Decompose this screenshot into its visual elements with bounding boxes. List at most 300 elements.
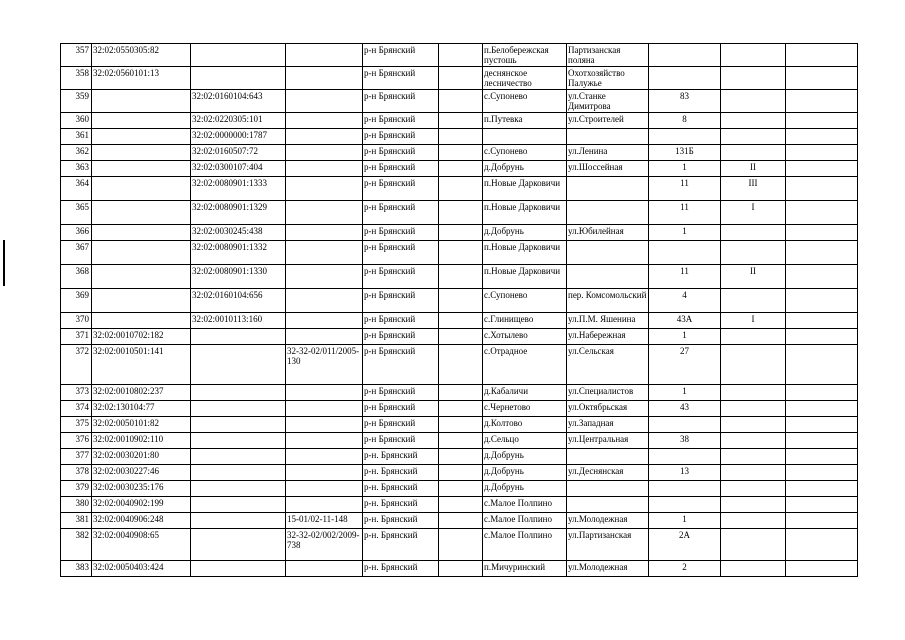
cadastral-number: 32:02:0030201:80 [92, 449, 191, 465]
part-cell [721, 145, 786, 161]
table-row [61, 67, 858, 90]
row-number: 381 [61, 513, 92, 529]
empty-cell [786, 401, 858, 417]
district-cell: р-н Брянский [363, 67, 439, 90]
table-row [61, 313, 858, 329]
street-cell [567, 201, 649, 225]
empty-cell [439, 145, 483, 161]
empty-cell [439, 345, 483, 385]
cadastral-number [92, 225, 191, 241]
registration-number [286, 329, 363, 345]
cadastral-number: 32:02:130104:77 [92, 401, 191, 417]
house-number-cell: 4 [649, 289, 721, 313]
locality-cell: с.Малое Полпино [483, 513, 567, 529]
house-number-cell: 27 [649, 345, 721, 385]
empty-cell [786, 345, 858, 385]
empty-cell [786, 67, 858, 90]
table-row [61, 44, 858, 67]
locality-cell: д.Добрунь [483, 465, 567, 481]
empty-cell [439, 449, 483, 465]
cadastral-number: 32:02:0040906:248 [92, 513, 191, 529]
registration-number: 15-01/02-11-148 [286, 513, 363, 529]
empty-cell [439, 265, 483, 289]
part-cell [721, 225, 786, 241]
street-cell [567, 449, 649, 465]
street-cell: ул.Специалистов [567, 385, 649, 401]
empty-cell [439, 497, 483, 513]
cadastral-number-alt: 32:02:0010113:160 [191, 313, 286, 329]
registration-number [286, 44, 363, 67]
registration-number [286, 90, 363, 113]
table-row [61, 113, 858, 129]
house-number-cell: 38 [649, 433, 721, 449]
cadastral-number-alt [191, 417, 286, 433]
row-number: 368 [61, 265, 92, 289]
registration-number [286, 265, 363, 289]
street-cell [567, 241, 649, 265]
cadastral-number: 32:02:0050101:82 [92, 417, 191, 433]
part-cell [721, 90, 786, 113]
row-number: 377 [61, 449, 92, 465]
property-registry-table [60, 43, 858, 577]
part-cell [721, 513, 786, 529]
empty-cell [439, 177, 483, 201]
locality-cell: с.Малое Полпино [483, 529, 567, 561]
cadastral-number-alt: 32:02:0160104:656 [191, 289, 286, 313]
table-row [61, 201, 858, 225]
row-number: 373 [61, 385, 92, 401]
registration-number [286, 401, 363, 417]
empty-cell [439, 329, 483, 345]
table-row [61, 465, 858, 481]
table-row [61, 265, 858, 289]
empty-cell [439, 44, 483, 67]
cadastral-number [92, 129, 191, 145]
locality-cell: д.Добрунь [483, 481, 567, 497]
district-cell: р-н Брянский [363, 433, 439, 449]
locality-cell: с.Супонево [483, 90, 567, 113]
empty-cell [439, 385, 483, 401]
row-number: 376 [61, 433, 92, 449]
house-number-cell: 43А [649, 313, 721, 329]
cadastral-number [92, 201, 191, 225]
part-cell: II [721, 265, 786, 289]
empty-cell [439, 529, 483, 561]
table-row [61, 90, 858, 113]
cadastral-number-alt [191, 401, 286, 417]
district-cell: р-н. Брянский [363, 561, 439, 577]
empty-cell [439, 513, 483, 529]
row-number: 375 [61, 417, 92, 433]
cadastral-number [92, 265, 191, 289]
empty-cell [786, 497, 858, 513]
cadastral-number: 32:02:0560101:13 [92, 67, 191, 90]
locality-cell: с.Чернетово [483, 401, 567, 417]
empty-cell [786, 433, 858, 449]
house-number-cell [649, 417, 721, 433]
table-row [61, 433, 858, 449]
street-cell: ул.Набережная [567, 329, 649, 345]
row-number: 366 [61, 225, 92, 241]
empty-cell [439, 417, 483, 433]
house-number-cell: 2 [649, 561, 721, 577]
locality-cell: д.Добрунь [483, 449, 567, 465]
registration-number: 32-32-02/002/2009-738 [286, 529, 363, 561]
cadastral-number: 32:02:0550305:82 [92, 44, 191, 67]
locality-cell: п.Новые Дарковичи [483, 241, 567, 265]
empty-cell [786, 44, 858, 67]
locality-cell: д.Добрунь [483, 225, 567, 241]
empty-cell [439, 67, 483, 90]
cadastral-number-alt [191, 345, 286, 385]
registration-number [286, 481, 363, 497]
part-cell [721, 497, 786, 513]
house-number-cell: 1 [649, 385, 721, 401]
part-cell [721, 129, 786, 145]
cadastral-number-alt: 32:02:0080901:1329 [191, 201, 286, 225]
table-row [61, 417, 858, 433]
district-cell: р-н. Брянский [363, 481, 439, 497]
row-number: 382 [61, 529, 92, 561]
cadastral-number [92, 241, 191, 265]
empty-cell [439, 90, 483, 113]
street-cell: ул.Деснянская [567, 465, 649, 481]
table-row [61, 225, 858, 241]
district-cell: р-н. Брянский [363, 529, 439, 561]
cadastral-number-alt [191, 481, 286, 497]
locality-cell: п.Новые Дарковичи [483, 201, 567, 225]
row-number: 379 [61, 481, 92, 497]
cadastral-number [92, 145, 191, 161]
district-cell: р-н Брянский [363, 161, 439, 177]
district-cell: р-н Брянский [363, 401, 439, 417]
margin-mark [3, 240, 5, 286]
cadastral-number-alt: 32:02:0000000:1787 [191, 129, 286, 145]
registration-number [286, 313, 363, 329]
locality-cell: деснянское лесничество [483, 67, 567, 90]
table-row [61, 561, 858, 577]
house-number-cell: 1 [649, 329, 721, 345]
house-number-cell [649, 481, 721, 497]
cadastral-number [92, 177, 191, 201]
row-number: 357 [61, 44, 92, 67]
district-cell: р-н Брянский [363, 329, 439, 345]
cadastral-number-alt: 32:02:0300107:404 [191, 161, 286, 177]
empty-cell [439, 241, 483, 265]
empty-cell [786, 265, 858, 289]
cadastral-number [92, 313, 191, 329]
cadastral-number-alt: 32:02:0080901:1330 [191, 265, 286, 289]
empty-cell [786, 225, 858, 241]
row-number: 359 [61, 90, 92, 113]
house-number-cell: 1 [649, 513, 721, 529]
table-body [61, 44, 858, 577]
locality-cell: д.Кабаличи [483, 385, 567, 401]
street-cell: ул.Ленина [567, 145, 649, 161]
cadastral-number: 32:02:0030227:46 [92, 465, 191, 481]
part-cell: II [721, 161, 786, 177]
street-cell: ул.Шоссейная [567, 161, 649, 177]
cadastral-number: 32:02:0010702:182 [92, 329, 191, 345]
cadastral-number-alt: 32:02:0160507:72 [191, 145, 286, 161]
row-number: 380 [61, 497, 92, 513]
house-number-cell: 1 [649, 161, 721, 177]
cadastral-number [92, 161, 191, 177]
district-cell: р-н Брянский [363, 265, 439, 289]
street-cell: ул.Октябрьская [567, 401, 649, 417]
table-row [61, 329, 858, 345]
house-number-cell: 43 [649, 401, 721, 417]
registration-number [286, 129, 363, 145]
district-cell: р-н Брянский [363, 44, 439, 67]
cadastral-number [92, 289, 191, 313]
registration-number [286, 67, 363, 90]
cadastral-number-alt [191, 529, 286, 561]
registration-number [286, 497, 363, 513]
part-cell [721, 449, 786, 465]
empty-cell [786, 329, 858, 345]
part-cell [721, 241, 786, 265]
district-cell: р-н Брянский [363, 241, 439, 265]
row-number: 365 [61, 201, 92, 225]
cadastral-number: 32:02:0010501:141 [92, 345, 191, 385]
street-cell [567, 481, 649, 497]
district-cell: р-н Брянский [363, 145, 439, 161]
empty-cell [786, 177, 858, 201]
registration-number [286, 561, 363, 577]
empty-cell [439, 561, 483, 577]
part-cell: I [721, 313, 786, 329]
district-cell: р-н Брянский [363, 201, 439, 225]
part-cell [721, 385, 786, 401]
house-number-cell [649, 67, 721, 90]
empty-cell [786, 161, 858, 177]
cadastral-number-alt [191, 449, 286, 465]
district-cell: р-н. Брянский [363, 465, 439, 481]
street-cell: ул.Юбилейная [567, 225, 649, 241]
empty-cell [439, 113, 483, 129]
locality-cell: п.Новые Дарковичи [483, 177, 567, 201]
table-row [61, 145, 858, 161]
house-number-cell: 8 [649, 113, 721, 129]
district-cell: р-н Брянский [363, 113, 439, 129]
empty-cell [786, 90, 858, 113]
registration-number [286, 201, 363, 225]
house-number-cell: 11 [649, 177, 721, 201]
empty-cell [786, 417, 858, 433]
cadastral-number-alt: 32:02:0220305:101 [191, 113, 286, 129]
registration-number [286, 145, 363, 161]
registration-number: 32-32-02/011/2005-130 [286, 345, 363, 385]
house-number-cell [649, 44, 721, 67]
locality-cell: с.Отрадное [483, 345, 567, 385]
cadastral-number [92, 90, 191, 113]
locality-cell: с.Глинищево [483, 313, 567, 329]
street-cell: Партизанская поляна [567, 44, 649, 67]
locality-cell: д.Добрунь [483, 161, 567, 177]
empty-cell [786, 465, 858, 481]
part-cell [721, 433, 786, 449]
street-cell [567, 497, 649, 513]
locality-cell: д.Сельцо [483, 433, 567, 449]
locality-cell: с.Хотылево [483, 329, 567, 345]
registration-number [286, 289, 363, 313]
cadastral-number: 32:02:0030235:176 [92, 481, 191, 497]
empty-cell [439, 201, 483, 225]
house-number-cell [649, 497, 721, 513]
street-cell [567, 177, 649, 201]
cadastral-number [92, 113, 191, 129]
district-cell: р-н Брянский [363, 385, 439, 401]
registration-number [286, 433, 363, 449]
street-cell: ул.Строителей [567, 113, 649, 129]
locality-cell: с.Малое Полпино [483, 497, 567, 513]
row-number: 383 [61, 561, 92, 577]
table-row [61, 177, 858, 201]
table-row [61, 129, 858, 145]
table-row [61, 497, 858, 513]
cadastral-number: 32:02:0010902:110 [92, 433, 191, 449]
cadastral-number-alt [191, 497, 286, 513]
row-number: 358 [61, 67, 92, 90]
empty-cell [786, 561, 858, 577]
table-row [61, 241, 858, 265]
cadastral-number-alt [191, 465, 286, 481]
locality-cell: п.Мичуринский [483, 561, 567, 577]
table-row [61, 449, 858, 465]
row-number: 364 [61, 177, 92, 201]
district-cell: р-н. Брянский [363, 449, 439, 465]
empty-cell [786, 241, 858, 265]
district-cell: р-н Брянский [363, 417, 439, 433]
row-number: 370 [61, 313, 92, 329]
row-number: 372 [61, 345, 92, 385]
registration-number [286, 385, 363, 401]
district-cell: р-н. Брянский [363, 497, 439, 513]
cadastral-number-alt [191, 385, 286, 401]
street-cell: ул.Центральная [567, 433, 649, 449]
cadastral-number-alt [191, 561, 286, 577]
registration-number [286, 177, 363, 201]
registration-number [286, 241, 363, 265]
empty-cell [439, 433, 483, 449]
registration-number [286, 465, 363, 481]
district-cell: р-н Брянский [363, 225, 439, 241]
house-number-cell [649, 449, 721, 465]
street-cell: ул.Молодежная [567, 561, 649, 577]
registration-number [286, 161, 363, 177]
row-number: 378 [61, 465, 92, 481]
cadastral-number-alt: 32:02:0030245:438 [191, 225, 286, 241]
cadastral-number-alt [191, 67, 286, 90]
empty-cell [786, 145, 858, 161]
locality-cell [483, 129, 567, 145]
district-cell: р-н Брянский [363, 129, 439, 145]
empty-cell [439, 401, 483, 417]
cadastral-number-alt [191, 329, 286, 345]
cadastral-number-alt: 32:02:0160104:643 [191, 90, 286, 113]
empty-cell [439, 225, 483, 241]
row-number: 363 [61, 161, 92, 177]
empty-cell [786, 129, 858, 145]
registration-number [286, 417, 363, 433]
street-cell: Охотхозяйство Палужье [567, 67, 649, 90]
table-row [61, 289, 858, 313]
empty-cell [786, 529, 858, 561]
empty-cell [439, 129, 483, 145]
cadastral-number-alt: 32:02:0080901:1332 [191, 241, 286, 265]
locality-cell: п.Путевка [483, 113, 567, 129]
part-cell [721, 529, 786, 561]
row-number: 371 [61, 329, 92, 345]
house-number-cell: 13 [649, 465, 721, 481]
part-cell [721, 481, 786, 497]
registry-sheet [60, 43, 857, 577]
empty-cell [439, 313, 483, 329]
district-cell: р-н Брянский [363, 289, 439, 313]
part-cell [721, 289, 786, 313]
part-cell [721, 113, 786, 129]
district-cell: р-н. Брянский [363, 513, 439, 529]
house-number-cell: 2А [649, 529, 721, 561]
empty-cell [786, 289, 858, 313]
empty-cell [786, 201, 858, 225]
cadastral-number: 32:02:0040908:65 [92, 529, 191, 561]
house-number-cell: 11 [649, 201, 721, 225]
district-cell: р-н Брянский [363, 345, 439, 385]
cadastral-number: 32:02:0050403:424 [92, 561, 191, 577]
house-number-cell: 131Б [649, 145, 721, 161]
empty-cell [439, 161, 483, 177]
cadastral-number-alt [191, 433, 286, 449]
locality-cell: д.Колтово [483, 417, 567, 433]
row-number: 367 [61, 241, 92, 265]
part-cell: I [721, 201, 786, 225]
row-number: 374 [61, 401, 92, 417]
part-cell [721, 67, 786, 90]
part-cell [721, 401, 786, 417]
street-cell [567, 265, 649, 289]
row-number: 362 [61, 145, 92, 161]
house-number-cell: 1 [649, 225, 721, 241]
table-row [61, 385, 858, 401]
street-cell: ул.Молодежная [567, 513, 649, 529]
house-number-cell: 11 [649, 265, 721, 289]
cadastral-number: 32:02:0010802:237 [92, 385, 191, 401]
district-cell: р-н Брянский [363, 90, 439, 113]
cadastral-number: 32:02:0040902:199 [92, 497, 191, 513]
part-cell [721, 329, 786, 345]
part-cell [721, 345, 786, 385]
street-cell: ул.Сельская [567, 345, 649, 385]
empty-cell [439, 481, 483, 497]
part-cell [721, 561, 786, 577]
table-row [61, 345, 858, 385]
registration-number [286, 113, 363, 129]
street-cell: ул.П.М. Яшенина [567, 313, 649, 329]
part-cell [721, 465, 786, 481]
house-number-cell [649, 129, 721, 145]
part-cell [721, 44, 786, 67]
house-number-cell [649, 241, 721, 265]
empty-cell [786, 513, 858, 529]
empty-cell [439, 289, 483, 313]
district-cell: р-н Брянский [363, 177, 439, 201]
street-cell: ул.Станке Димитрова [567, 90, 649, 113]
empty-cell [786, 313, 858, 329]
registration-number [286, 449, 363, 465]
cadastral-number-alt [191, 513, 286, 529]
